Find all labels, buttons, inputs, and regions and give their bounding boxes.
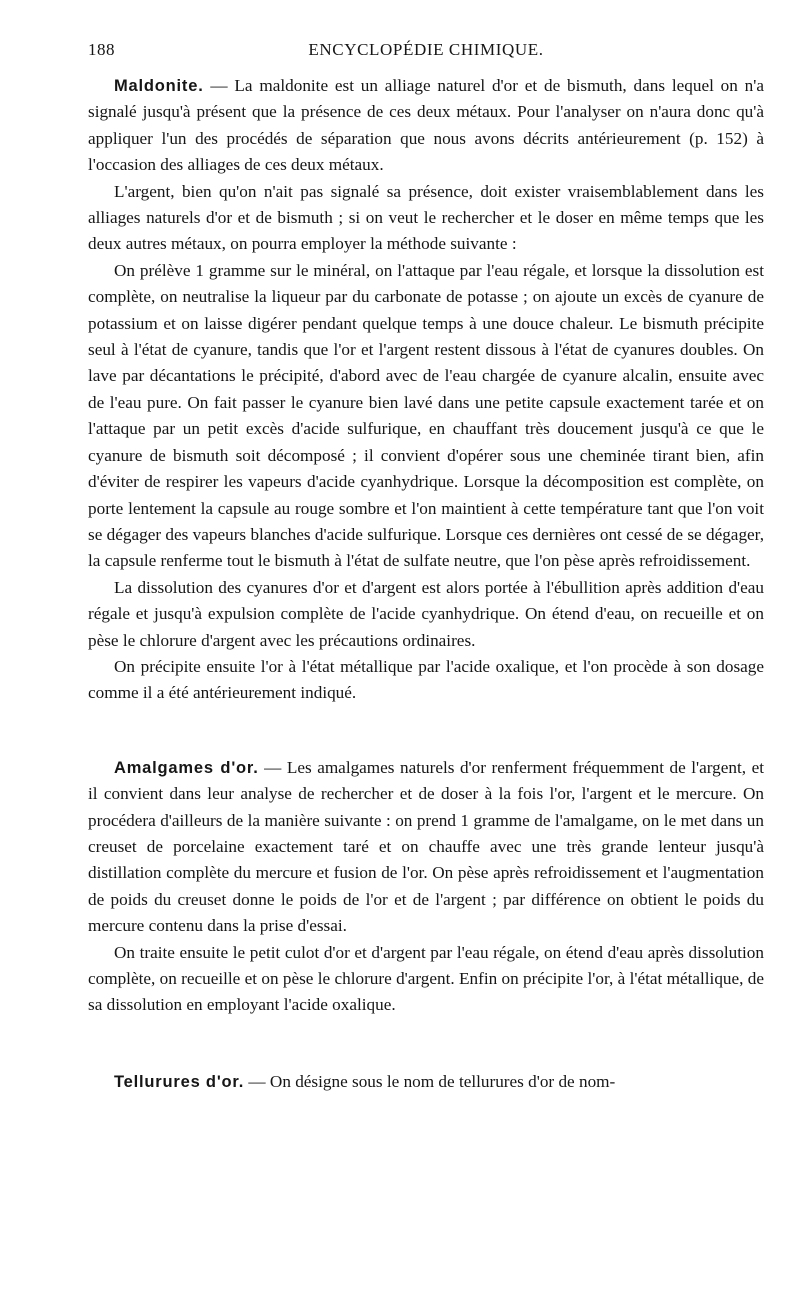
tellurures-intro-text: — On désigne sous le nom de tellurures d'or de nom- [244,1071,616,1091]
tellurures-paragraph-1 [88,1069,764,1095]
page-number: 188 [88,40,115,59]
amalgames-paragraph-1 [88,755,764,940]
maldonite-intro-text: — La maldonite est un alliage naturel d'or et de bismuth, dans lequel on n'a signalé jusqu'à présent que la présence de ces deux métaux. Pour l'analyser on n'aura donc qu'à appliquer l'un des procédés de séparation que nous avons décrits antérieurement (p. 152) à l'occasion des alliages de ces deux métaux. [88,76,764,175]
maldonite-paragraph-1 [88,73,764,179]
amalgames-paragraph-2: On traite ensuite le petit culot d'or et d'argent par l'eau régale, on étend d'eau après dissolution complète, on recueille et on pèse le chlorure d'argent. Enfin on précipite l'or, à l'état métallique, de sa dissolution en employant l'acide oxalique. [88,942,764,1015]
section-title-amalgames: Amalgames d'or. [114,758,259,777]
maldonite-paragraph-2: L'argent, bien qu'on n'ait pas signalé sa présence, doit exister vraisemblablement dans les alliages naturels d'or et de bismuth ; si on veut le rechercher et le doser en même temps que les deux autres métaux, on pourra employer la méthode suivante : [88,181,764,254]
amalgames-intro-text: — Les amalgames naturels d'or renferment fréquemment de l'argent, et il convient dans leur analyse de rechercher et de doser à la fois l'or, l'argent et le mercure. On procédera d'ailleurs de la manière suivante : on prend 1 gramme de l'amalgame, on le met dans un creuset de porcelaine exactement taré et on chauffe avec une très grande lenteur jusqu'à distillation complète du mercure et fusion de l'or. On pèse après refroidissement et l'augmentation de poids du creuset donne le poids de l'or et de l'argent ; par différence on obtient le poids du mercure contenu dans la prise d'essai. [88,757,764,936]
maldonite-paragraph-5: On précipite ensuite l'or à l'état métallique par l'acide oxalique, et l'on procède à son dosage comme il a été antérieurement indiqué. [88,656,764,703]
maldonite-paragraph-4: La dissolution des cyanures d'or et d'argent est alors portée à l'ébullition après addition d'eau régale et jusqu'à expulsion complète de l'acide cyanhydrique. On étend d'eau, on recueille et on pèse le chlorure d'argent avec les précautions ordinaires. [88,577,764,650]
section-spacer [88,1019,764,1069]
running-head: ENCYCLOPÉDIE CHIMIQUE. [308,40,544,59]
section-spacer [88,707,764,755]
section-title-tellurures: Tellurures d'or. [114,1072,245,1091]
page-header [88,40,764,70]
section-title-maldonite: Maldonite. [114,77,204,95]
maldonite-paragraph-3: On prélève 1 gramme sur le minéral, on l'attaque par l'eau régale, et lorsque la dissolution est complète, on neutralise la liqueur par du carbonate de potasse ; on ajoute un excès de cyanure de potassium et on laisse digérer pendant quelque temps à une douce chaleur. Le bismuth précipite seul à l'état de cyanure, tandis que l'or et l'argent restent dissous à l'état de cyanures doubles. On lave par décantations le précipité, d'abord avec de l'eau chargée de cyanure alcalin, ensuite avec de l'eau pure. On fait passer le cyanure bien lavé dans une petite capsule exactement tarée et on l'attaque par un petit excès d'acide sulfurique, en chauffant très doucement jusqu'à ce que le cyanure de bismuth soit décomposé ; il convient d'opérer sous une cheminée tirant bien, afin d'éviter de respirer les vapeurs d'acide cyanhydrique. Lorsque la décomposition est complète, on porte lentement la capsule au rouge sombre et l'on maintient à cette température tant que l'on voit se dégager des vapeurs blanches d'acide sulfurique. Lorsque ces dernières ont cessé de se dégager, la capsule renferme tout le bismuth à l'état de sulfate neutre, que l'on pèse après refroidissement. [88,260,764,571]
body-text [88,73,764,1095]
